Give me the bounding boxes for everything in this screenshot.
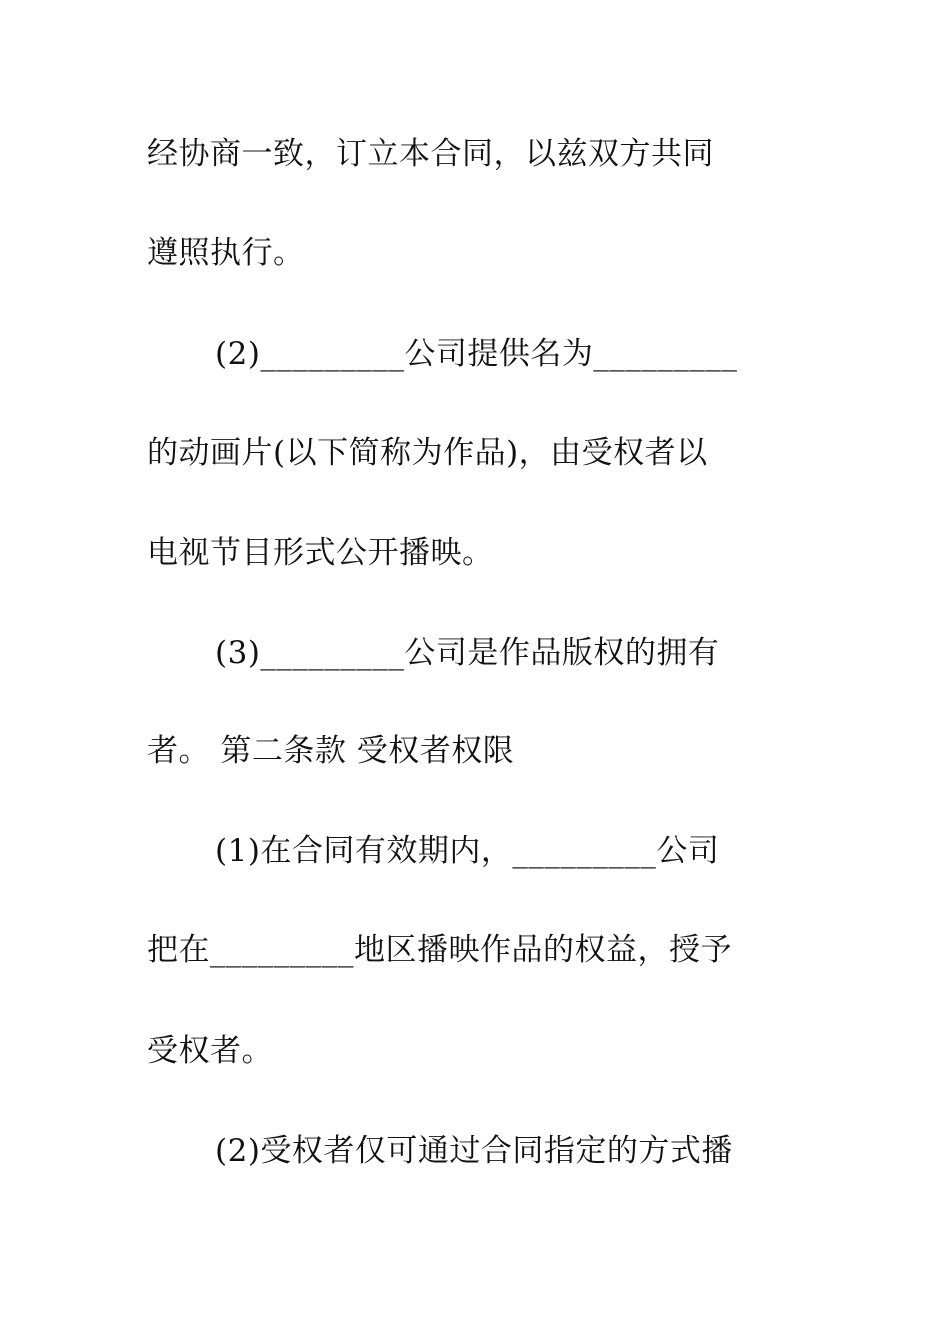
text-line-8: (1)在合同有效期内，_________公司 [215, 833, 720, 869]
text-line-10: 受权者。 [147, 1033, 273, 1069]
text-line-5: 电视节目形式公开播映。 [147, 535, 494, 571]
text-line-2: 遵照执行。 [147, 235, 305, 271]
text-line-7: 者。 第二条款 受权者权限 [147, 733, 515, 769]
text-line-4: 的动画片(以下简称为作品)，由受权者以 [147, 435, 708, 471]
text-line-3: (2)_________公司提供名为_________ [215, 336, 738, 372]
text-line-11: (2)受权者仅可通过合同指定的方式播 [215, 1133, 733, 1169]
text-line-6: (3)_________公司是作品版权的拥有 [215, 635, 720, 671]
text-line-9: 把在_________地区播映作品的权益，授予 [147, 932, 732, 968]
text-line-1: 经协商一致，订立本合同，以兹双方共同 [147, 136, 714, 172]
